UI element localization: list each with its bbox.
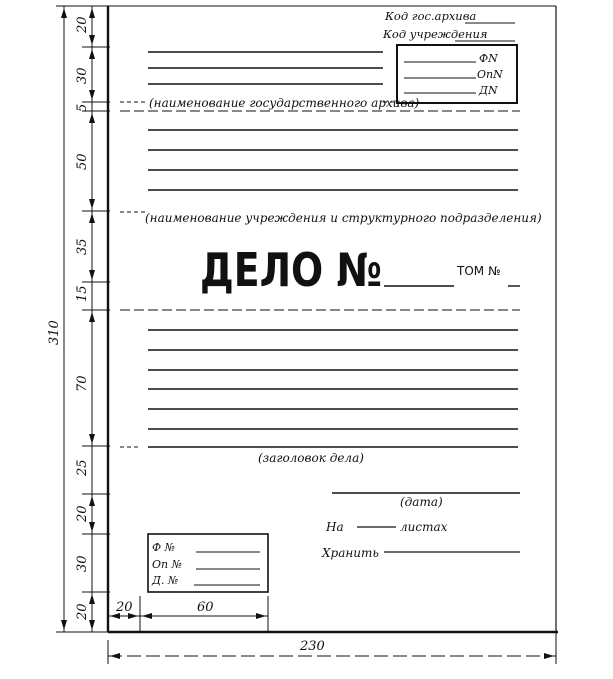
dim-35: 35 [75, 238, 90, 255]
dim-30-top: 30 [75, 67, 90, 84]
dim-230: 230 [300, 639, 325, 654]
date-caption: (дата) [400, 495, 443, 509]
institution-code-label: Код учреждения [383, 27, 488, 41]
dim-20-horizontal: 20 [116, 600, 133, 615]
bottom-dimension-arrowheads [110, 613, 554, 659]
stamp-opis-label: Оп № [152, 558, 183, 571]
archive-code-label: Код гос.архива [385, 9, 477, 23]
fond-code-label: ФN [479, 52, 498, 65]
dim-50: 50 [75, 153, 90, 170]
header-codes [382, 9, 488, 41]
state-archive-caption: (наименование государственного архива) [149, 96, 420, 110]
institution-lines [120, 111, 520, 212]
stamp-delo-label: Д. № [152, 574, 179, 587]
sheets-block [321, 520, 448, 560]
dim-15: 15 [75, 285, 90, 302]
vertical-dimension-chain [56, 6, 110, 632]
sheets-on-label: На [326, 520, 344, 534]
case-number-title: ДЕЛО № [200, 243, 382, 297]
dimension-arrowheads [61, 8, 95, 630]
archive-code-box-lines [404, 62, 476, 93]
bottom-dimension-labels [115, 600, 325, 654]
dim-70: 70 [75, 375, 90, 392]
archive-stamp-lines [194, 552, 260, 585]
archive-stamp-labels [151, 541, 182, 587]
stamp-fond-label: Ф № [152, 541, 176, 554]
opis-code-label: ОпN [477, 68, 503, 81]
volume-label: ТОМ № [457, 264, 501, 278]
sheets-word-label: листах [400, 520, 448, 534]
store-label: Хранить [322, 546, 379, 560]
dim-total: 310 [47, 320, 62, 345]
dim-60: 60 [197, 600, 214, 615]
bottom-dimension-chain [108, 596, 556, 664]
dim-30-bottom: 30 [75, 555, 90, 572]
dim-20-mid: 20 [75, 505, 90, 522]
dim-20-bottom: 20 [75, 603, 90, 620]
dim-5: 5 [75, 103, 90, 112]
state-archive-lines [120, 52, 397, 102]
institution-caption: (наименование учреждения и структурного подразделения) [145, 211, 542, 225]
delo-code-label: ДN [479, 84, 498, 97]
case-title-caption: (заголовок дела) [258, 451, 364, 465]
dim-20-top: 20 [75, 16, 90, 33]
vertical-dimension-labels [47, 16, 90, 621]
archive-code-box-labels [477, 52, 503, 97]
dim-25: 25 [75, 459, 90, 476]
case-heading-lines [120, 310, 520, 447]
